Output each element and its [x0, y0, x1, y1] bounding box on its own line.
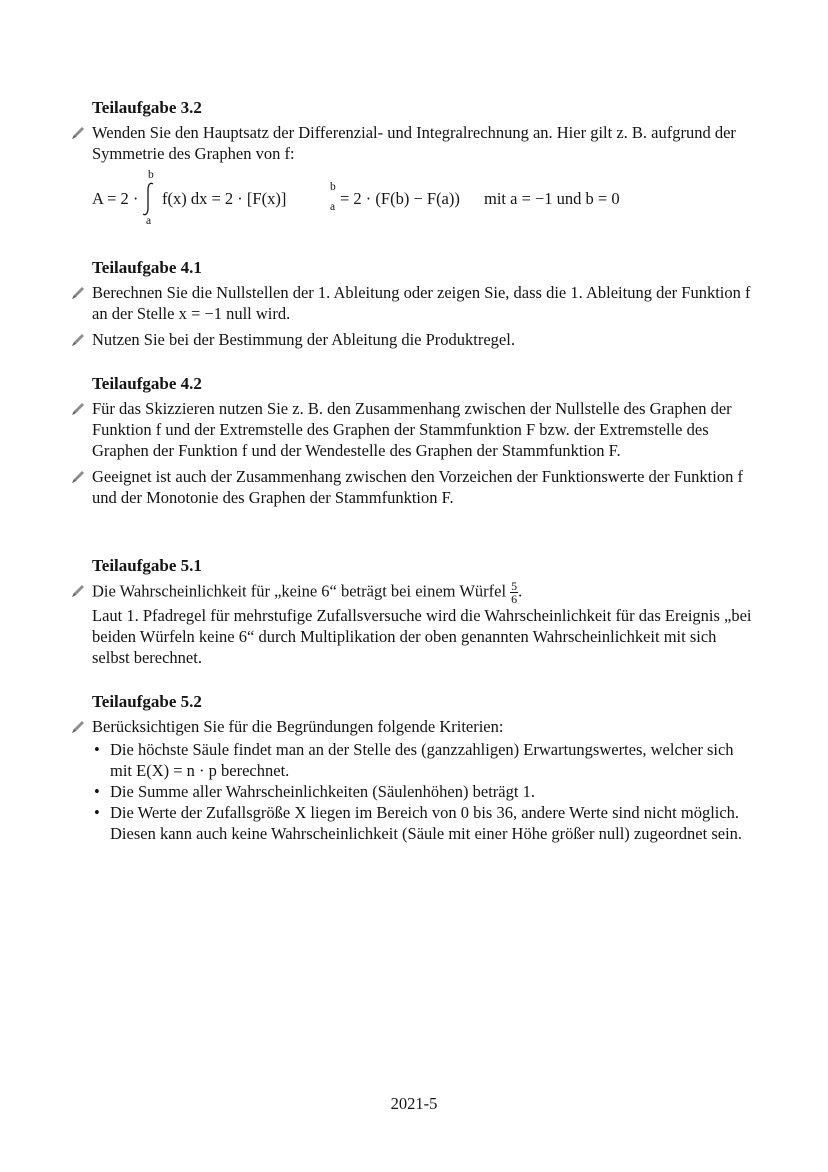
section-3-2	[92, 98, 752, 237]
list-item	[92, 739, 752, 781]
section-heading: Teilaufgabe 3.2	[92, 98, 202, 117]
fraction-numerator: 5	[511, 579, 518, 593]
bracket-lower-limit: a	[330, 201, 336, 213]
hint-item	[92, 716, 752, 844]
section-5-2	[92, 692, 752, 849]
list-item	[92, 802, 752, 844]
formula-rhs: = 2 · (F(b) − F(a))	[340, 189, 460, 208]
bullet-icon: •	[94, 782, 100, 801]
bullet-icon: •	[94, 740, 100, 759]
hint-item	[92, 122, 752, 164]
fraction	[510, 580, 518, 605]
list-item-text: Die Summe aller Wahrscheinlichkeiten (Säulenhöhen) beträgt 1.	[110, 782, 535, 801]
hint-item	[92, 580, 752, 668]
hint-item	[92, 398, 752, 461]
hint-text: Wenden Sie den Hauptsatz der Differenzial- und Integralrechnung an. Hier gilt z. B. aufgrund der Symmetrie des Graphen von f:	[92, 123, 736, 163]
hint-item	[92, 282, 752, 324]
section-heading: Teilaufgabe 4.2	[92, 374, 202, 393]
pencil-icon	[70, 332, 86, 348]
section-5-1	[92, 556, 752, 673]
hint-text: Nutzen Sie bei der Bestimmung der Ableitung die Produktregel.	[92, 330, 515, 349]
criteria-list	[92, 739, 752, 844]
section-4-2	[92, 374, 752, 513]
pencil-icon	[70, 401, 86, 417]
hint-item	[92, 466, 752, 508]
integral-sign-icon	[142, 182, 156, 216]
section-heading: Teilaufgabe 5.2	[92, 692, 202, 711]
list-item-text: Die höchste Säule findet man an der Stelle des (ganzzahligen) Erwartungswertes, welcher sich mit E(X) = n · p berechnet.	[110, 740, 734, 780]
section-heading: Teilaufgabe 5.1	[92, 556, 202, 575]
bullet-icon: •	[94, 803, 100, 822]
list-item	[92, 781, 752, 802]
formula-condition: mit a = −1 und b = 0	[484, 189, 620, 208]
pencil-icon	[70, 125, 86, 141]
hint-line	[92, 580, 752, 605]
section-4-1	[92, 258, 752, 355]
formula-lhs: A = 2 ·	[92, 189, 139, 208]
integral-lower-limit: a	[146, 215, 152, 227]
section-heading: Teilaufgabe 4.1	[92, 258, 202, 277]
integral-upper-limit: b	[148, 169, 154, 181]
integral-formula	[92, 169, 752, 229]
hint-item	[92, 329, 752, 350]
hint-text: Für das Skizzieren nutzen Sie z. B. den Zusammenhang zwischen der Nullstelle des Graphen der Funktion f und der Extremstelle des Graphen der Stammfunktion F bzw. der Extremstelle des Graphen der Funktion f und der Wendestelle des Graphen der Stammfunktion F.	[92, 399, 732, 460]
formula-integrand: f(x) dx = 2 · [F(x)]	[162, 189, 287, 208]
sentence-end: .	[518, 581, 523, 601]
bracket-upper-limit: b	[330, 181, 336, 193]
hint-text: Berücksichtigen Sie für die Begründungen folgende Kriterien:	[92, 717, 504, 736]
page-number: 2021-5	[390, 1094, 438, 1113]
pencil-icon	[70, 583, 86, 599]
hint-text: Berechnen Sie die Nullstellen der 1. Ableitung oder zeigen Sie, dass die 1. Ableitung der Funktion f an der Stelle x = −1 null wird.	[92, 283, 751, 323]
hint-text: Die Wahrscheinlichkeit für „keine 6“ beträgt bei einem Würfel	[92, 581, 507, 601]
hint-text: Geeignet ist auch der Zusammenhang zwischen den Vorzeichen der Funktionswerte der Funktion f und der Monotonie des Graphen der Stammfunktion F.	[92, 467, 743, 507]
pencil-icon	[70, 285, 86, 301]
pencil-icon	[70, 719, 86, 735]
fraction-denominator: 6	[511, 592, 518, 606]
list-item-text: Die Werte der Zufallsgröße X liegen im Bereich von 0 bis 36, andere Werte sind nicht möglich. Diesen kann auch keine Wahrscheinlichkeit (Säule mit einer Höhe größer null) zugeordnet sein.	[110, 803, 743, 843]
pencil-icon	[70, 469, 86, 485]
hint-text: Laut 1. Pfadregel für mehrstufige Zufallsversuche wird die Wahrscheinlichkeit für das Ereignis „bei beiden Würfeln keine 6“ durch Multiplikation der oben genannten Wahrscheinlichkeit mit sich selbst berechnet.	[92, 606, 752, 667]
